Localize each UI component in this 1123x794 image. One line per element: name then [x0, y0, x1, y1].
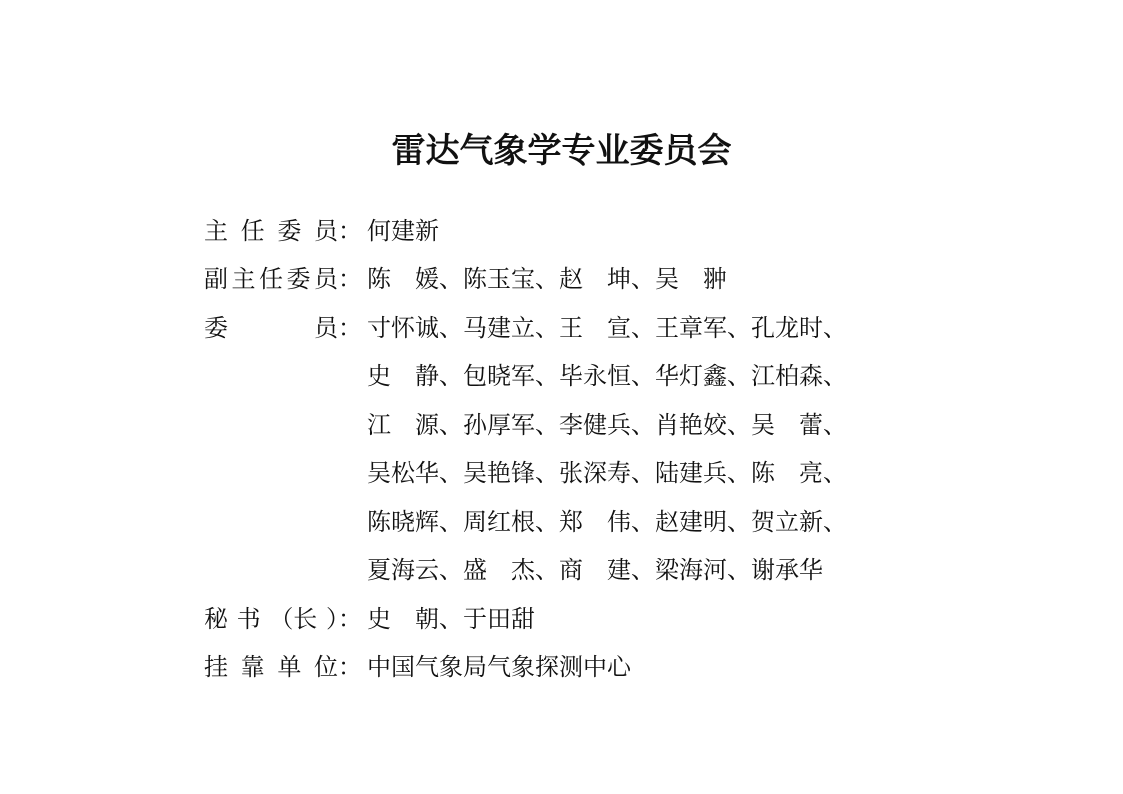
label-host-unit — [204, 647, 362, 687]
label-char: 靠 — [240, 653, 265, 681]
label-char: 任 — [240, 217, 265, 245]
label-char: 挂 — [204, 653, 228, 681]
members-line-6: 夏海云、盛 杰、商 建、梁海河、谢承华 — [367, 556, 823, 584]
label-members — [204, 308, 362, 348]
label-char: 副 — [204, 265, 228, 293]
label-char: 委 — [204, 314, 228, 342]
label-char: 书 — [236, 605, 261, 633]
label-secretary — [204, 599, 362, 639]
value-members-line-1: 寸怀诚、马建立、王 宣、王章军、孔龙时、 — [367, 314, 847, 342]
label-char: 任 — [259, 265, 283, 293]
members-line-5: 陈晓辉、周红根、郑 伟、赵建明、贺立新、 — [367, 508, 847, 536]
label-char: 主 — [231, 265, 256, 293]
value-secretary: 史 朝、于田甜 — [367, 605, 535, 633]
value-director: 何建新 — [367, 217, 439, 245]
label-char: 主 — [204, 217, 228, 245]
label-char: 员： — [314, 314, 362, 342]
label-char: 员： — [313, 217, 362, 245]
document-title: 雷达气象学专业委员会 — [391, 131, 732, 171]
label-deputy-directors — [204, 259, 362, 299]
label-char: ）： — [325, 605, 362, 633]
label-char: 单 — [277, 653, 302, 681]
value-host-unit: 中国气象局气象探测中心 — [367, 653, 631, 681]
label-char: 委 — [286, 265, 311, 293]
label-char: （长 — [269, 605, 318, 633]
label-char: 员： — [314, 265, 362, 293]
members-line-2: 史 静、包晓军、毕永恒、华灯鑫、江柏森、 — [367, 362, 847, 390]
value-deputy-directors: 陈 媛、陈玉宝、赵 坤、吴 翀 — [367, 265, 727, 293]
members-line-3: 江 源、孙厚军、李健兵、肖艳姣、吴 蕾、 — [367, 411, 847, 439]
label-char: 委 — [277, 217, 302, 245]
label-director — [204, 211, 362, 251]
members-line-4: 吴松华、吴艳锋、张深寿、陆建兵、陈 亮、 — [367, 459, 847, 487]
label-char: 秘 — [204, 605, 228, 633]
label-char: 位： — [313, 653, 362, 681]
